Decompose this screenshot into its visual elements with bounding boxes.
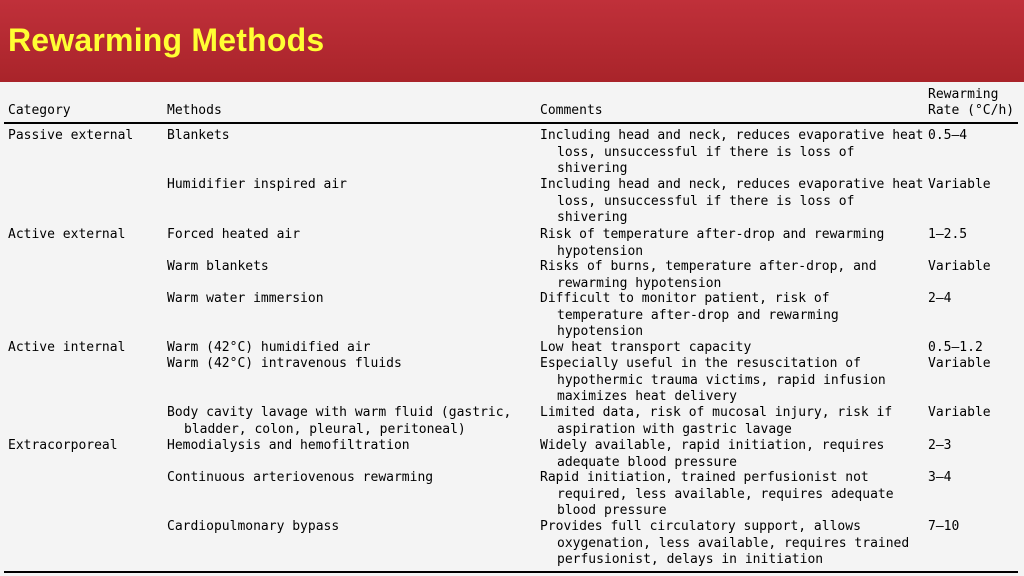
table-bottom-rule xyxy=(4,571,1018,573)
row-comment: Including head and neck, reduces evaporative heat loss, unsuccessful if there is loss of shivering xyxy=(540,128,924,176)
row-method: Humidifier inspired air xyxy=(167,177,348,192)
row-comment: Low heat transport capacity xyxy=(540,340,752,355)
table-top-rule xyxy=(4,122,1018,124)
row-rate: Variable xyxy=(928,405,991,420)
header-rate-line1: Rewarming xyxy=(928,87,999,102)
row-rate: Variable xyxy=(928,259,991,274)
header-rate-line2: Rate (°C/h) xyxy=(928,103,1015,118)
row-method: Warm (42°C) intravenous fluids xyxy=(167,356,402,371)
row-method: Hemodialysis and hemofiltration xyxy=(167,438,410,453)
row-comment: Especially useful in the resuscitation of hypothermic trauma victims, rapid infusion maximizes heat delivery xyxy=(540,356,886,404)
row-rate: 2–3 xyxy=(928,438,952,453)
row-method: Warm water immersion xyxy=(167,291,324,306)
row-category: Extracorporeal xyxy=(8,438,118,453)
header-comments: Comments xyxy=(540,103,603,118)
row-method: Warm (42°C) humidified air xyxy=(167,340,371,355)
row-comment: Widely available, rapid initiation, requires adequate blood pressure xyxy=(540,438,885,470)
row-rate: Variable xyxy=(928,356,991,371)
header-category: Category xyxy=(8,103,71,118)
row-comment: Provides full circulatory support, allows oxygenation, less available, requires trained perfusionist, delays in initiation xyxy=(540,519,910,567)
row-category: Active internal xyxy=(8,340,126,355)
row-method: Blankets xyxy=(167,128,230,143)
row-rate: 0.5–1.2 xyxy=(928,340,983,355)
header-methods: Methods xyxy=(167,103,222,118)
row-rate: 1–2.5 xyxy=(928,227,968,242)
row-rate: 0.5–4 xyxy=(928,128,968,143)
row-comment: Difficult to monitor patient, risk of temperature after-drop and rewarming hypotension xyxy=(540,291,839,339)
slide-header xyxy=(0,0,1024,82)
row-rate: 3–4 xyxy=(928,470,952,485)
row-comment: Risk of temperature after-drop and rewarming hypotension xyxy=(540,227,885,259)
row-method: Forced heated air xyxy=(167,227,301,242)
row-comment: Limited data, risk of mucosal injury, risk if aspiration with gastric lavage xyxy=(540,405,893,437)
row-category: Active external xyxy=(8,227,126,242)
row-rate: Variable xyxy=(928,177,991,192)
slide-title: Rewarming Methods xyxy=(8,22,325,58)
row-method: Continuous arteriovenous rewarming xyxy=(167,470,434,485)
row-rate: 7–10 xyxy=(928,519,960,534)
row-comment: Including head and neck, reduces evaporative heat loss, unsuccessful if there is loss of shivering xyxy=(540,177,924,225)
row-category: Passive external xyxy=(8,128,134,143)
row-method: Warm blankets xyxy=(167,259,269,274)
row-method: Body cavity lavage with warm fluid (gastric, bladder, colon, pleural, peritoneal) xyxy=(167,405,512,437)
row-comment: Risks of burns, temperature after-drop, and rewarming hypotension xyxy=(540,259,877,291)
row-method: Cardiopulmonary bypass xyxy=(167,519,340,534)
row-comment: Rapid initiation, trained perfusionist not required, less available, requires adequate blood pressure xyxy=(540,470,894,518)
row-rate: 2–4 xyxy=(928,291,952,306)
